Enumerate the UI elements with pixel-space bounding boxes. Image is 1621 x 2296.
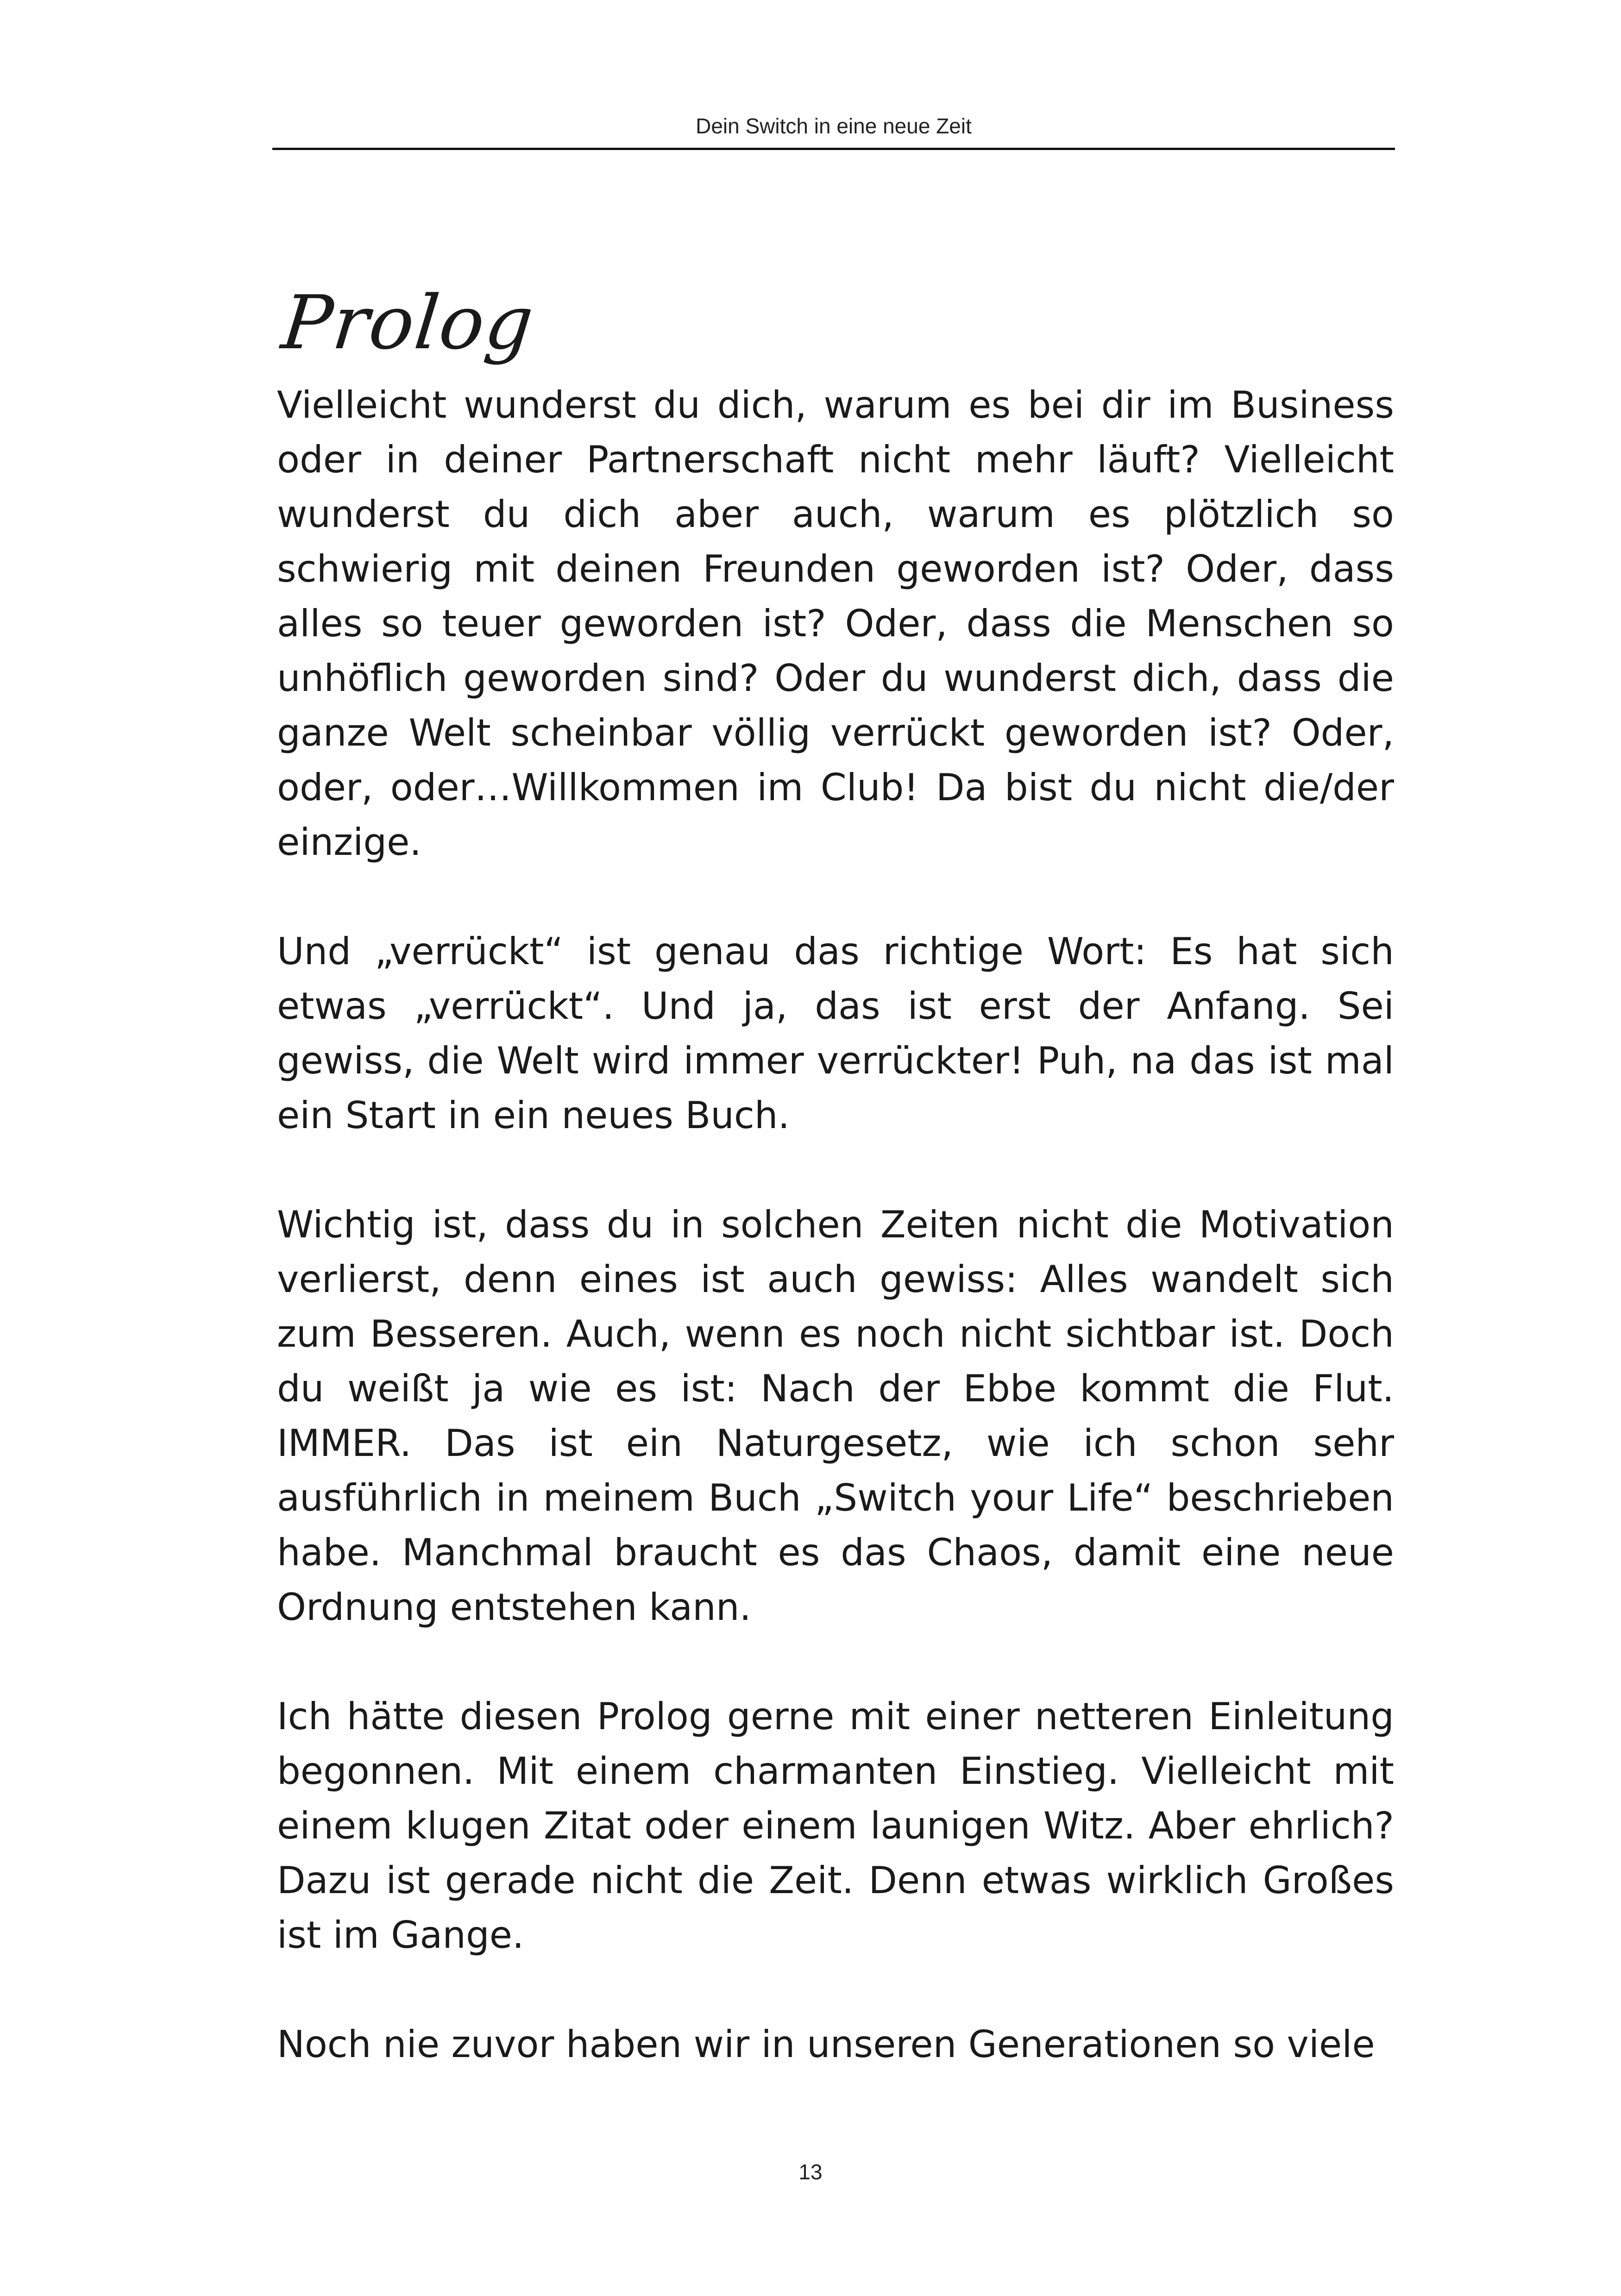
page-number: 13	[798, 2160, 823, 2184]
running-header: Dein Switch in eine neue Zeit	[696, 114, 972, 138]
header-rule	[272, 148, 1395, 150]
chapter-title: Prolog	[277, 279, 539, 366]
paragraph: Vielleicht wunderst du dich, warum es bei dir im Business oder in deiner Partnerschaft nicht mehr läuft? Vielleicht wunderst du dich aber auch, warum es plötzlich so schwierig mit deinen Freunden geworden ist? Oder, dass alles so teuer geworden ist? Oder, dass die Menschen so unhöflich geworden sind? Oder du wunderst dich, dass die ganze Welt scheinbar völlig verrückt geworden ist? Oder, oder, oder…Willkommen im Club! Da bist du nicht die/der einzige.	[277, 383, 1394, 864]
paragraph: Und „verrückt“ ist genau das richtige Wort: Es hat sich etwas „verrückt“. Und ja, das ist erst der Anfang. Sei gewiss, die Welt wird immer verrückter! Puh, na das ist mal ein Start in ein neues Buch.	[277, 930, 1394, 1137]
paragraph: Noch nie zuvor haben wir in unseren Generationen so viele	[277, 2023, 1375, 2066]
paragraph: Ich hätte diesen Prolog gerne mit einer netteren Einleitung begonnen. Mit einem charmanten Einstieg. Vielleicht mit einem klugen Zitat oder einem launigen Witz. Aber ehrlich? Dazu ist gerade nicht die Zeit. Denn etwas wirklich Großes ist im Gange.	[277, 1695, 1394, 1957]
body-text	[277, 378, 1394, 2072]
paragraph: Wichtig ist, dass du in solchen Zeiten nicht die Motivation verlierst, denn eines ist auch gewiss: Alles wandelt sich zum Besseren. Auch, wenn es noch nicht sichtbar ist. Doch du weißt ja wie es ist: Nach der Ebbe kommt die Flut. IMMER. Das ist ein Naturgesetz, wie ich schon sehr ausführlich in meinem Buch „Switch your Life“ beschrieben habe. Manchmal braucht es das Chaos, damit eine neue Ordnung entstehen kann.	[277, 1203, 1394, 1629]
